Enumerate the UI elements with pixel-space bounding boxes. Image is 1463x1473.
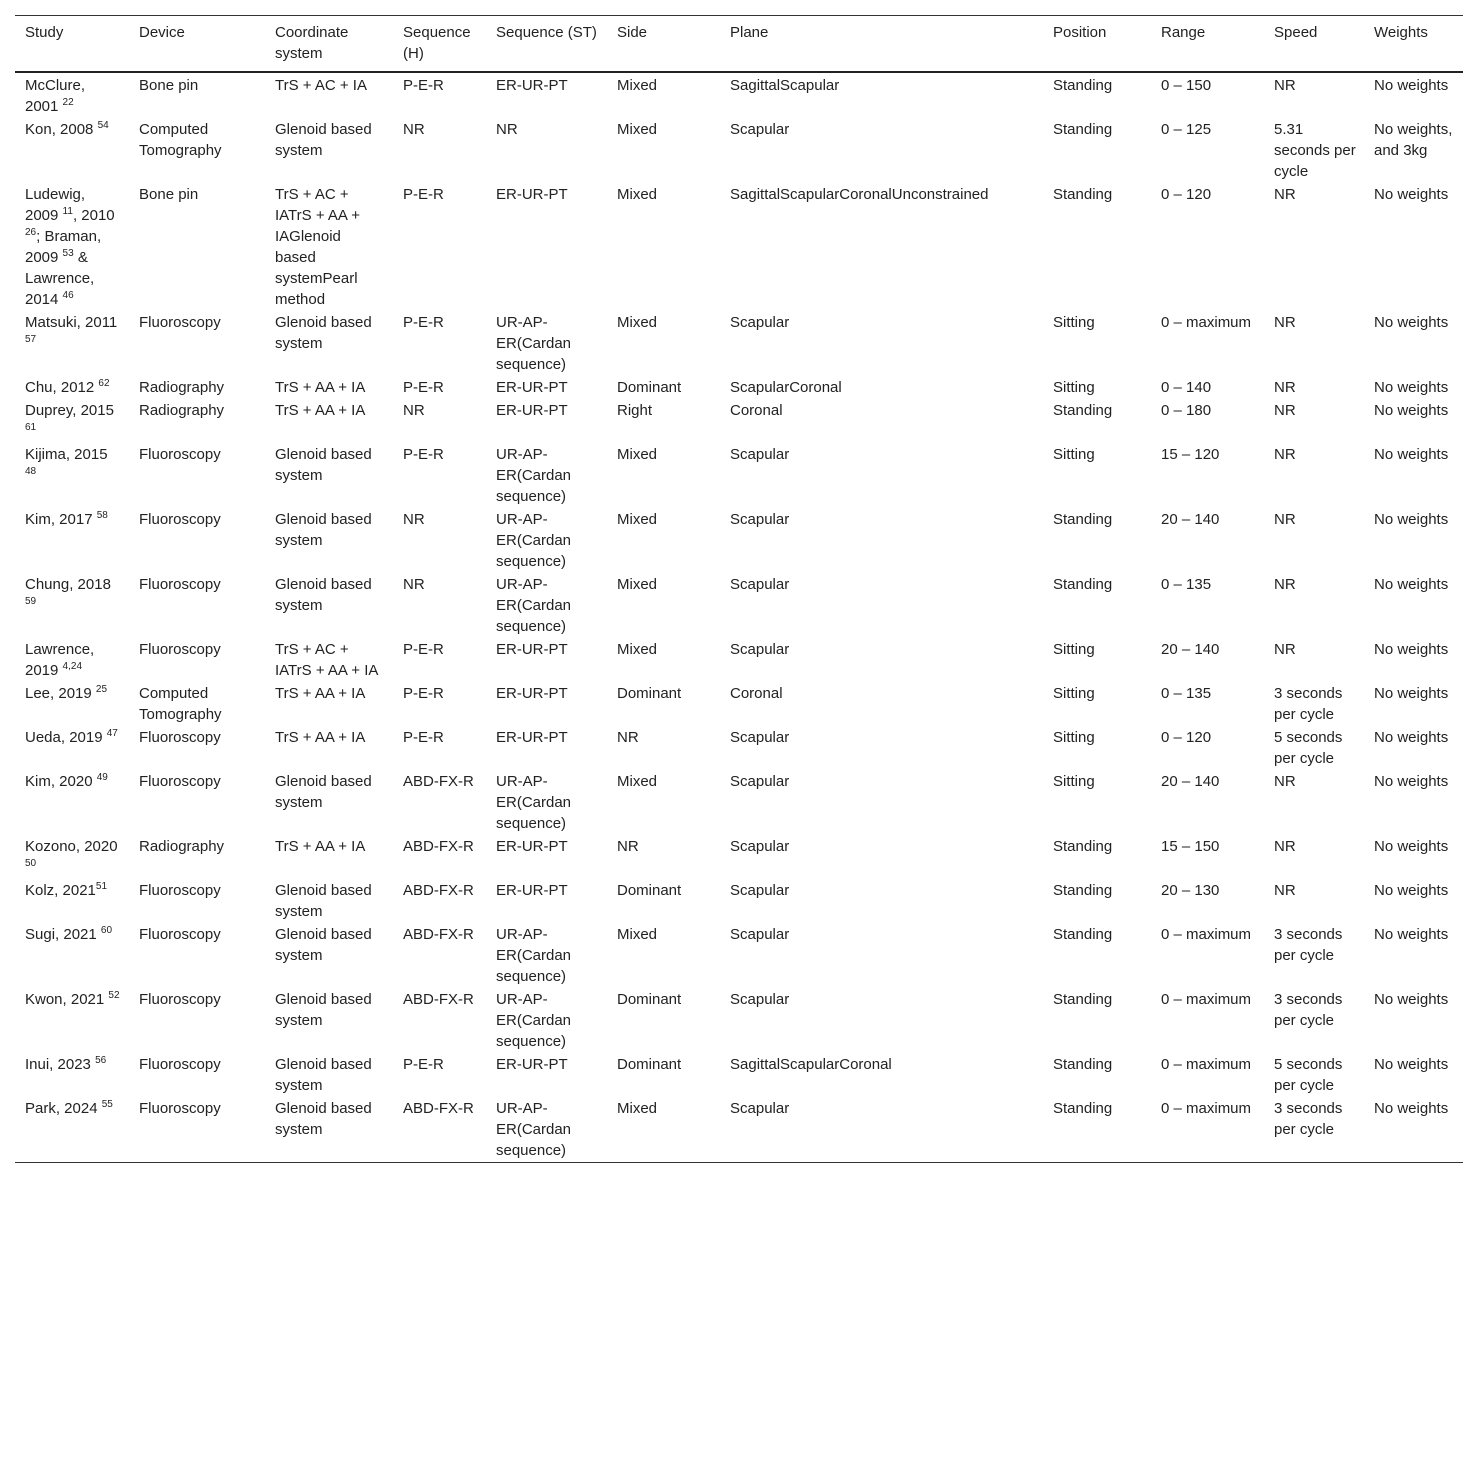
sequence-st-cell: ER-UR-PT bbox=[496, 186, 568, 203]
position-cell: Standing bbox=[1053, 926, 1113, 943]
speed-cell: NR bbox=[1274, 576, 1296, 593]
speed-cell: 3 seconds per cycle bbox=[1274, 1100, 1343, 1138]
device-cell: Fluoroscopy bbox=[139, 926, 221, 943]
side-cell: Mixed bbox=[617, 641, 658, 658]
plane-cell: Scapular bbox=[730, 729, 790, 746]
weights-cell: No weights bbox=[1374, 314, 1449, 331]
device-cell: Computed Tomography bbox=[139, 685, 222, 723]
study-cell bbox=[15, 399, 129, 443]
coordinate-system-cell: Glenoid based system bbox=[275, 1056, 372, 1094]
position-cell: Sitting bbox=[1053, 773, 1095, 790]
position-cell: Standing bbox=[1053, 1056, 1113, 1073]
study-cell bbox=[15, 988, 129, 1053]
coordinate-system-cell: Glenoid based system bbox=[275, 446, 372, 484]
sequence-h-cell: ABD-FX-R bbox=[403, 926, 474, 943]
plane-cell: Coronal bbox=[730, 402, 783, 419]
table-row bbox=[15, 835, 1463, 879]
study-cell bbox=[15, 508, 129, 573]
sequence-h-cell: P-E-R bbox=[403, 641, 444, 658]
coordinate-system-cell: TrS + AA + IA bbox=[275, 379, 366, 396]
speed-cell: NR bbox=[1274, 402, 1296, 419]
study-name: Kolz, 2021 bbox=[25, 882, 96, 899]
device-cell: Fluoroscopy bbox=[139, 641, 221, 658]
speed-cell: NR bbox=[1274, 882, 1296, 899]
table-row bbox=[15, 399, 1463, 443]
position-cell: Standing bbox=[1053, 402, 1113, 419]
range-cell: 0 – maximum bbox=[1161, 314, 1252, 331]
study-cell bbox=[15, 770, 129, 835]
sequence-st-cell: ER-UR-PT bbox=[496, 77, 568, 94]
sequence-st-cell: ER-UR-PT bbox=[496, 379, 568, 396]
range-cell: 0 – maximum bbox=[1161, 991, 1252, 1008]
side-cell: Dominant bbox=[617, 1056, 682, 1073]
coordinate-system-cell: Glenoid based system bbox=[275, 926, 372, 964]
range-cell: 20 – 130 bbox=[1161, 882, 1220, 899]
device-cell: Fluoroscopy bbox=[139, 576, 221, 593]
range-cell: 0 – 120 bbox=[1161, 186, 1212, 203]
table-header bbox=[15, 16, 1463, 73]
study-name: Duprey, 2015 bbox=[25, 402, 114, 419]
speed-cell: 3 seconds per cycle bbox=[1274, 685, 1343, 723]
header-plane: Plane bbox=[730, 24, 769, 41]
study-name: Chung, 2018 bbox=[25, 576, 111, 593]
plane-cell: Scapular bbox=[730, 838, 790, 855]
table-row bbox=[15, 573, 1463, 638]
sequence-h-cell: NR bbox=[403, 121, 425, 138]
plane-cell: SagittalScapular bbox=[730, 77, 840, 94]
sequence-h-cell: P-E-R bbox=[403, 186, 444, 203]
reference-superscript: 53 bbox=[62, 248, 74, 259]
sequence-h-cell: NR bbox=[403, 402, 425, 419]
sequence-st-cell: NR bbox=[496, 121, 518, 138]
sequence-st-cell: ER-UR-PT bbox=[496, 641, 568, 658]
header-sequence-st: Sequence (ST) bbox=[496, 24, 597, 41]
sequence-st-cell: UR-AP-ER(Cardan sequence) bbox=[496, 446, 572, 505]
side-cell: Mixed bbox=[617, 773, 658, 790]
coordinate-system-cell: TrS + AA + IA bbox=[275, 729, 366, 746]
speed-cell: 5 seconds per cycle bbox=[1274, 1056, 1343, 1094]
sequence-h-cell: P-E-R bbox=[403, 685, 444, 702]
reference-superscript: 46 bbox=[62, 290, 74, 301]
sequence-h-cell: ABD-FX-R bbox=[403, 991, 474, 1008]
sequence-h-cell: P-E-R bbox=[403, 77, 444, 94]
study-cell bbox=[15, 1053, 129, 1097]
table-row bbox=[15, 726, 1463, 770]
side-cell: Dominant bbox=[617, 379, 682, 396]
coordinate-system-cell: TrS + AC + IATrS + AA + IA bbox=[275, 641, 379, 679]
reference-superscript: 50 bbox=[25, 858, 37, 869]
table-row bbox=[15, 183, 1463, 311]
plane-cell: Scapular bbox=[730, 926, 790, 943]
table-row bbox=[15, 879, 1463, 923]
study-cell bbox=[15, 72, 129, 118]
position-cell: Standing bbox=[1053, 838, 1113, 855]
sequence-h-cell: ABD-FX-R bbox=[403, 838, 474, 855]
study-name-continued: ; Braman, 2009 bbox=[25, 228, 102, 266]
table-row bbox=[15, 1097, 1463, 1163]
coordinate-system-cell: Glenoid based system bbox=[275, 773, 372, 811]
reference-superscript: 51 bbox=[95, 881, 108, 892]
plane-cell: ScapularCoronal bbox=[730, 379, 842, 396]
device-cell: Radiography bbox=[139, 402, 225, 419]
range-cell: 15 – 120 bbox=[1161, 446, 1220, 463]
side-cell: Right bbox=[617, 402, 653, 419]
weights-cell: No weights bbox=[1374, 991, 1449, 1008]
table-row bbox=[15, 770, 1463, 835]
coordinate-system-cell: Glenoid based system bbox=[275, 121, 372, 159]
reference-superscript: 56 bbox=[95, 1055, 107, 1066]
coordinate-system-cell: TrS + AA + IA bbox=[275, 838, 366, 855]
plane-cell: Scapular bbox=[730, 121, 790, 138]
weights-cell: No weights bbox=[1374, 641, 1449, 658]
coordinate-system-cell: Glenoid based system bbox=[275, 991, 372, 1029]
weights-cell: No weights bbox=[1374, 77, 1449, 94]
weights-cell: No weights bbox=[1374, 685, 1449, 702]
sequence-st-cell: UR-AP-ER(Cardan sequence) bbox=[496, 773, 572, 832]
speed-cell: NR bbox=[1274, 314, 1296, 331]
weights-cell: No weights bbox=[1374, 882, 1449, 899]
device-cell: Fluoroscopy bbox=[139, 729, 221, 746]
side-cell: Mixed bbox=[617, 1100, 658, 1117]
study-cell bbox=[15, 682, 129, 726]
reference-superscript: 4,24 bbox=[62, 661, 83, 672]
range-cell: 20 – 140 bbox=[1161, 773, 1220, 790]
range-cell: 0 – 140 bbox=[1161, 379, 1212, 396]
side-cell: Mixed bbox=[617, 186, 658, 203]
range-cell: 20 – 140 bbox=[1161, 641, 1220, 658]
table-body bbox=[15, 72, 1463, 1163]
weights-cell: No weights bbox=[1374, 511, 1449, 528]
study-name: Inui, 2023 bbox=[25, 1056, 91, 1073]
coordinate-system-cell: TrS + AA + IA bbox=[275, 402, 366, 419]
weights-cell: No weights bbox=[1374, 446, 1449, 463]
study-name-continued: & Lawrence, 2014 bbox=[25, 249, 95, 308]
side-cell: Dominant bbox=[617, 685, 682, 702]
sequence-st-cell: UR-AP-ER(Cardan sequence) bbox=[496, 511, 572, 570]
weights-cell: No weights bbox=[1374, 838, 1449, 855]
range-cell: 20 – 140 bbox=[1161, 511, 1220, 528]
reference-superscript: 60 bbox=[100, 925, 113, 936]
sequence-st-cell: UR-AP-ER(Cardan sequence) bbox=[496, 576, 572, 635]
reference-superscript: 25 bbox=[95, 684, 108, 695]
study-name: Lee, 2019 bbox=[25, 685, 92, 702]
speed-cell: NR bbox=[1274, 446, 1296, 463]
device-cell: Fluoroscopy bbox=[139, 882, 221, 899]
study-name: Kozono, 2020 bbox=[25, 838, 118, 855]
study-name-continued: , 2010 bbox=[72, 207, 115, 224]
device-cell: Fluoroscopy bbox=[139, 1100, 221, 1117]
device-cell: Computed Tomography bbox=[139, 121, 222, 159]
speed-cell: NR bbox=[1274, 186, 1296, 203]
weights-cell: No weights bbox=[1374, 379, 1449, 396]
range-cell: 0 – maximum bbox=[1161, 1056, 1252, 1073]
coordinate-system-cell: Glenoid based system bbox=[275, 511, 372, 549]
study-cell bbox=[15, 835, 129, 879]
range-cell: 15 – 150 bbox=[1161, 838, 1220, 855]
weights-cell: No weights bbox=[1374, 1056, 1449, 1073]
plane-cell: Scapular bbox=[730, 1100, 790, 1117]
coordinate-system-cell: Glenoid based system bbox=[275, 1100, 372, 1138]
speed-cell: NR bbox=[1274, 641, 1296, 658]
position-cell: Sitting bbox=[1053, 379, 1095, 396]
header-side: Side bbox=[617, 24, 648, 41]
coordinate-system-cell: TrS + AC + IA bbox=[275, 77, 367, 94]
device-cell: Fluoroscopy bbox=[139, 991, 221, 1008]
study-name: Kon, 2008 bbox=[25, 121, 94, 138]
header-position: Position bbox=[1053, 24, 1107, 41]
range-cell: 0 – maximum bbox=[1161, 926, 1252, 943]
table-row bbox=[15, 376, 1463, 399]
device-cell: Fluoroscopy bbox=[139, 314, 221, 331]
sequence-st-cell: ER-UR-PT bbox=[496, 1056, 568, 1073]
position-cell: Sitting bbox=[1053, 729, 1095, 746]
position-cell: Standing bbox=[1053, 121, 1113, 138]
studies-table-container bbox=[15, 15, 1463, 1163]
study-cell bbox=[15, 573, 129, 638]
reference-superscript: 62 bbox=[98, 378, 110, 389]
position-cell: Standing bbox=[1053, 186, 1113, 203]
range-cell: 0 – 150 bbox=[1161, 77, 1212, 94]
sequence-st-cell: UR-AP-ER(Cardan sequence) bbox=[496, 991, 572, 1050]
range-cell: 0 – 135 bbox=[1161, 576, 1212, 593]
coordinate-system-cell: Glenoid based system bbox=[275, 882, 372, 920]
study-cell bbox=[15, 726, 129, 770]
side-cell: Dominant bbox=[617, 882, 682, 899]
speed-cell: 3 seconds per cycle bbox=[1274, 926, 1343, 964]
position-cell: Standing bbox=[1053, 882, 1113, 899]
sequence-h-cell: ABD-FX-R bbox=[403, 882, 474, 899]
sequence-st-cell: ER-UR-PT bbox=[496, 882, 568, 899]
device-cell: Radiography bbox=[139, 838, 225, 855]
reference-superscript: 58 bbox=[96, 510, 108, 521]
study-cell bbox=[15, 183, 129, 311]
reference-superscript: 57 bbox=[25, 334, 37, 345]
sequence-st-cell: ER-UR-PT bbox=[496, 685, 568, 702]
side-cell: Mixed bbox=[617, 511, 658, 528]
header-range: Range bbox=[1161, 24, 1206, 41]
header-weights: Weights bbox=[1374, 24, 1428, 41]
table-row bbox=[15, 988, 1463, 1053]
sequence-h-cell: P-E-R bbox=[403, 446, 444, 463]
sequence-h-cell: P-E-R bbox=[403, 729, 444, 746]
weights-cell: No weights bbox=[1374, 186, 1449, 203]
sequence-st-cell: UR-AP-ER(Cardan sequence) bbox=[496, 926, 572, 985]
sequence-st-cell: UR-AP-ER(Cardan sequence) bbox=[496, 1100, 572, 1159]
device-cell: Radiography bbox=[139, 379, 225, 396]
study-name: Kim, 2020 bbox=[25, 773, 93, 790]
reference-superscript: 59 bbox=[25, 596, 37, 607]
plane-cell: Scapular bbox=[730, 641, 790, 658]
study-cell bbox=[15, 1097, 129, 1163]
coordinate-system-cell: Glenoid based system bbox=[275, 576, 372, 614]
position-cell: Sitting bbox=[1053, 314, 1095, 331]
range-cell: 0 – 180 bbox=[1161, 402, 1212, 419]
sequence-h-cell: NR bbox=[403, 511, 425, 528]
device-cell: Fluoroscopy bbox=[139, 773, 221, 790]
reference-superscript: 52 bbox=[108, 990, 120, 1001]
plane-cell: Scapular bbox=[730, 446, 790, 463]
plane-cell: Scapular bbox=[730, 511, 790, 528]
study-cell bbox=[15, 118, 129, 183]
position-cell: Sitting bbox=[1053, 446, 1095, 463]
plane-cell: SagittalScapularCoronalUnconstrained bbox=[730, 186, 989, 203]
range-cell: 0 – 135 bbox=[1161, 685, 1212, 702]
study-name: Lawrence, 2019 bbox=[25, 641, 95, 679]
weights-cell: No weights bbox=[1374, 576, 1449, 593]
header-sequence-h: Sequence (H) bbox=[403, 24, 471, 62]
plane-cell: Scapular bbox=[730, 991, 790, 1008]
reference-superscript: 26 bbox=[25, 227, 37, 238]
side-cell: Mixed bbox=[617, 77, 658, 94]
sequence-h-cell: P-E-R bbox=[403, 314, 444, 331]
side-cell: Mixed bbox=[617, 926, 658, 943]
sequence-st-cell: ER-UR-PT bbox=[496, 838, 568, 855]
side-cell: Mixed bbox=[617, 121, 658, 138]
speed-cell: 5 seconds per cycle bbox=[1274, 729, 1343, 767]
reference-superscript: 61 bbox=[25, 422, 37, 433]
reference-superscript: 48 bbox=[25, 466, 37, 477]
sequence-st-cell: ER-UR-PT bbox=[496, 402, 568, 419]
header-speed: Speed bbox=[1274, 24, 1318, 41]
range-cell: 0 – maximum bbox=[1161, 1100, 1252, 1117]
speed-cell: NR bbox=[1274, 379, 1296, 396]
header-row bbox=[15, 16, 1463, 73]
side-cell: Mixed bbox=[617, 446, 658, 463]
position-cell: Standing bbox=[1053, 511, 1113, 528]
study-cell bbox=[15, 443, 129, 508]
study-name: Chu, 2012 bbox=[25, 379, 95, 396]
position-cell: Standing bbox=[1053, 576, 1113, 593]
speed-cell: 5.31 seconds per cycle bbox=[1274, 121, 1356, 180]
study-cell bbox=[15, 879, 129, 923]
speed-cell: NR bbox=[1274, 511, 1296, 528]
header-study: Study bbox=[25, 24, 64, 41]
weights-cell: No weights, and 3kg bbox=[1374, 121, 1453, 159]
reference-superscript: 11 bbox=[62, 206, 73, 217]
header-coordinate-system: Coordinate system bbox=[275, 24, 349, 62]
device-cell: Bone pin bbox=[139, 186, 199, 203]
header-device: Device bbox=[139, 24, 185, 41]
reference-superscript: 22 bbox=[62, 97, 74, 108]
plane-cell: Scapular bbox=[730, 882, 790, 899]
reference-superscript: 49 bbox=[96, 772, 108, 783]
table-row bbox=[15, 1053, 1463, 1097]
range-cell: 0 – 120 bbox=[1161, 729, 1212, 746]
table-row bbox=[15, 311, 1463, 376]
sequence-h-cell: P-E-R bbox=[403, 379, 444, 396]
sequence-h-cell: ABD-FX-R bbox=[403, 1100, 474, 1117]
position-cell: Standing bbox=[1053, 991, 1113, 1008]
table-row bbox=[15, 72, 1463, 118]
reference-superscript: 47 bbox=[106, 728, 118, 739]
position-cell: Sitting bbox=[1053, 641, 1095, 658]
weights-cell: No weights bbox=[1374, 773, 1449, 790]
side-cell: Mixed bbox=[617, 314, 658, 331]
sequence-st-cell: ER-UR-PT bbox=[496, 729, 568, 746]
study-name: Kim, 2017 bbox=[25, 511, 93, 528]
study-cell bbox=[15, 923, 129, 988]
coordinate-system-cell: Glenoid based system bbox=[275, 314, 372, 352]
coordinate-system-cell: TrS + AA + IA bbox=[275, 685, 366, 702]
sequence-st-cell: UR-AP-ER(Cardan sequence) bbox=[496, 314, 572, 373]
reference-superscript: 55 bbox=[101, 1099, 113, 1110]
weights-cell: No weights bbox=[1374, 926, 1449, 943]
side-cell: NR bbox=[617, 838, 639, 855]
speed-cell: 3 seconds per cycle bbox=[1274, 991, 1343, 1029]
plane-cell: Coronal bbox=[730, 685, 783, 702]
coordinate-system-cell: TrS + AC + IATrS + AA + IAGlenoid based systemPearl method bbox=[275, 186, 361, 308]
side-cell: Mixed bbox=[617, 576, 658, 593]
table-row bbox=[15, 638, 1463, 682]
study-name: Park, 2024 bbox=[25, 1100, 98, 1117]
weights-cell: No weights bbox=[1374, 402, 1449, 419]
weights-cell: No weights bbox=[1374, 729, 1449, 746]
device-cell: Fluoroscopy bbox=[139, 446, 221, 463]
range-cell: 0 – 125 bbox=[1161, 121, 1212, 138]
table-row bbox=[15, 118, 1463, 183]
study-name: Sugi, 2021 bbox=[25, 926, 97, 943]
position-cell: Standing bbox=[1053, 77, 1113, 94]
sequence-h-cell: ABD-FX-R bbox=[403, 773, 474, 790]
speed-cell: NR bbox=[1274, 773, 1296, 790]
speed-cell: NR bbox=[1274, 838, 1296, 855]
studies-table bbox=[15, 15, 1463, 1163]
sequence-h-cell: NR bbox=[403, 576, 425, 593]
study-cell bbox=[15, 376, 129, 399]
study-name: McClure, 2001 bbox=[25, 77, 86, 115]
study-name: Kwon, 2021 bbox=[25, 991, 105, 1008]
study-name: Ludewig, 2009 bbox=[25, 186, 86, 224]
study-cell bbox=[15, 311, 129, 376]
reference-superscript: 54 bbox=[97, 120, 109, 131]
plane-cell: Scapular bbox=[730, 314, 790, 331]
study-name: Kijima, 2015 bbox=[25, 446, 108, 463]
side-cell: Dominant bbox=[617, 991, 682, 1008]
position-cell: Standing bbox=[1053, 1100, 1113, 1117]
study-cell bbox=[15, 638, 129, 682]
device-cell: Fluoroscopy bbox=[139, 511, 221, 528]
weights-cell: No weights bbox=[1374, 1100, 1449, 1117]
speed-cell: NR bbox=[1274, 77, 1296, 94]
table-row bbox=[15, 443, 1463, 508]
plane-cell: SagittalScapularCoronal bbox=[730, 1056, 892, 1073]
device-cell: Fluoroscopy bbox=[139, 1056, 221, 1073]
plane-cell: Scapular bbox=[730, 576, 790, 593]
table-row bbox=[15, 682, 1463, 726]
table-row bbox=[15, 923, 1463, 988]
device-cell: Bone pin bbox=[139, 77, 199, 94]
position-cell: Sitting bbox=[1053, 685, 1095, 702]
side-cell: NR bbox=[617, 729, 639, 746]
table-row bbox=[15, 508, 1463, 573]
sequence-h-cell: P-E-R bbox=[403, 1056, 444, 1073]
study-name: Matsuki, 2011 bbox=[25, 314, 118, 331]
study-name: Ueda, 2019 bbox=[25, 729, 103, 746]
plane-cell: Scapular bbox=[730, 773, 790, 790]
